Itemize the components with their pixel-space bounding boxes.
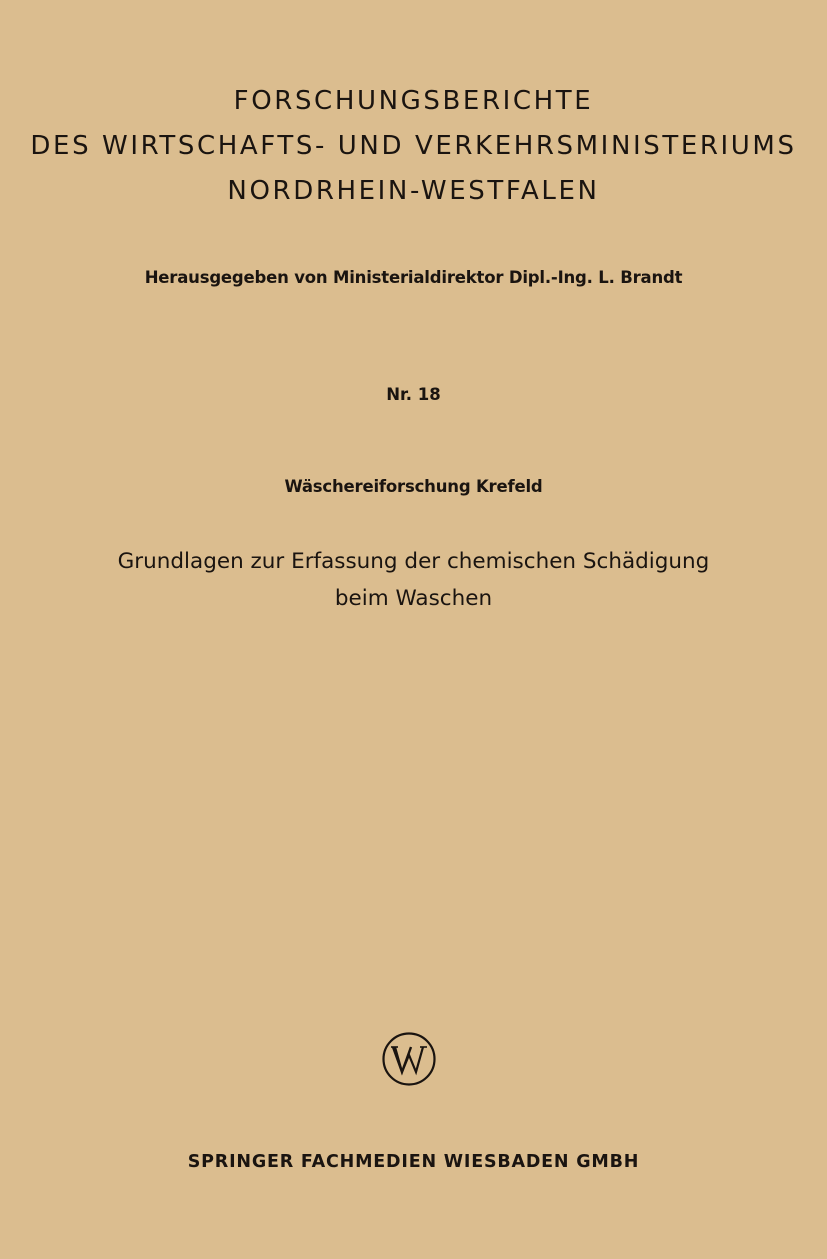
springer-logo-icon: [381, 1031, 437, 1087]
series-title-line-3: NORDRHEIN-WESTFALEN: [227, 176, 600, 206]
book-title-line-2: beim Waschen: [334, 586, 493, 611]
series-title-line-1: FORSCHUNGSBERICHTE: [233, 86, 594, 116]
publisher-name: SPRINGER FACHMEDIEN WIESBADEN GMBH: [187, 1152, 640, 1172]
book-title-line-1: Grundlagen zur Erfassung der chemischen Schädigung: [117, 549, 710, 574]
editor-line: Herausgegeben von Ministerialdirektor Dipl.-Ing. L. Brandt: [144, 268, 683, 287]
series-title-line-2: DES WIRTSCHAFTS- UND VERKEHRSMINISTERIUMS: [30, 131, 797, 161]
volume-number: Nr. 18: [386, 385, 441, 404]
author-institution: Wäschereiforschung Krefeld: [284, 477, 543, 496]
